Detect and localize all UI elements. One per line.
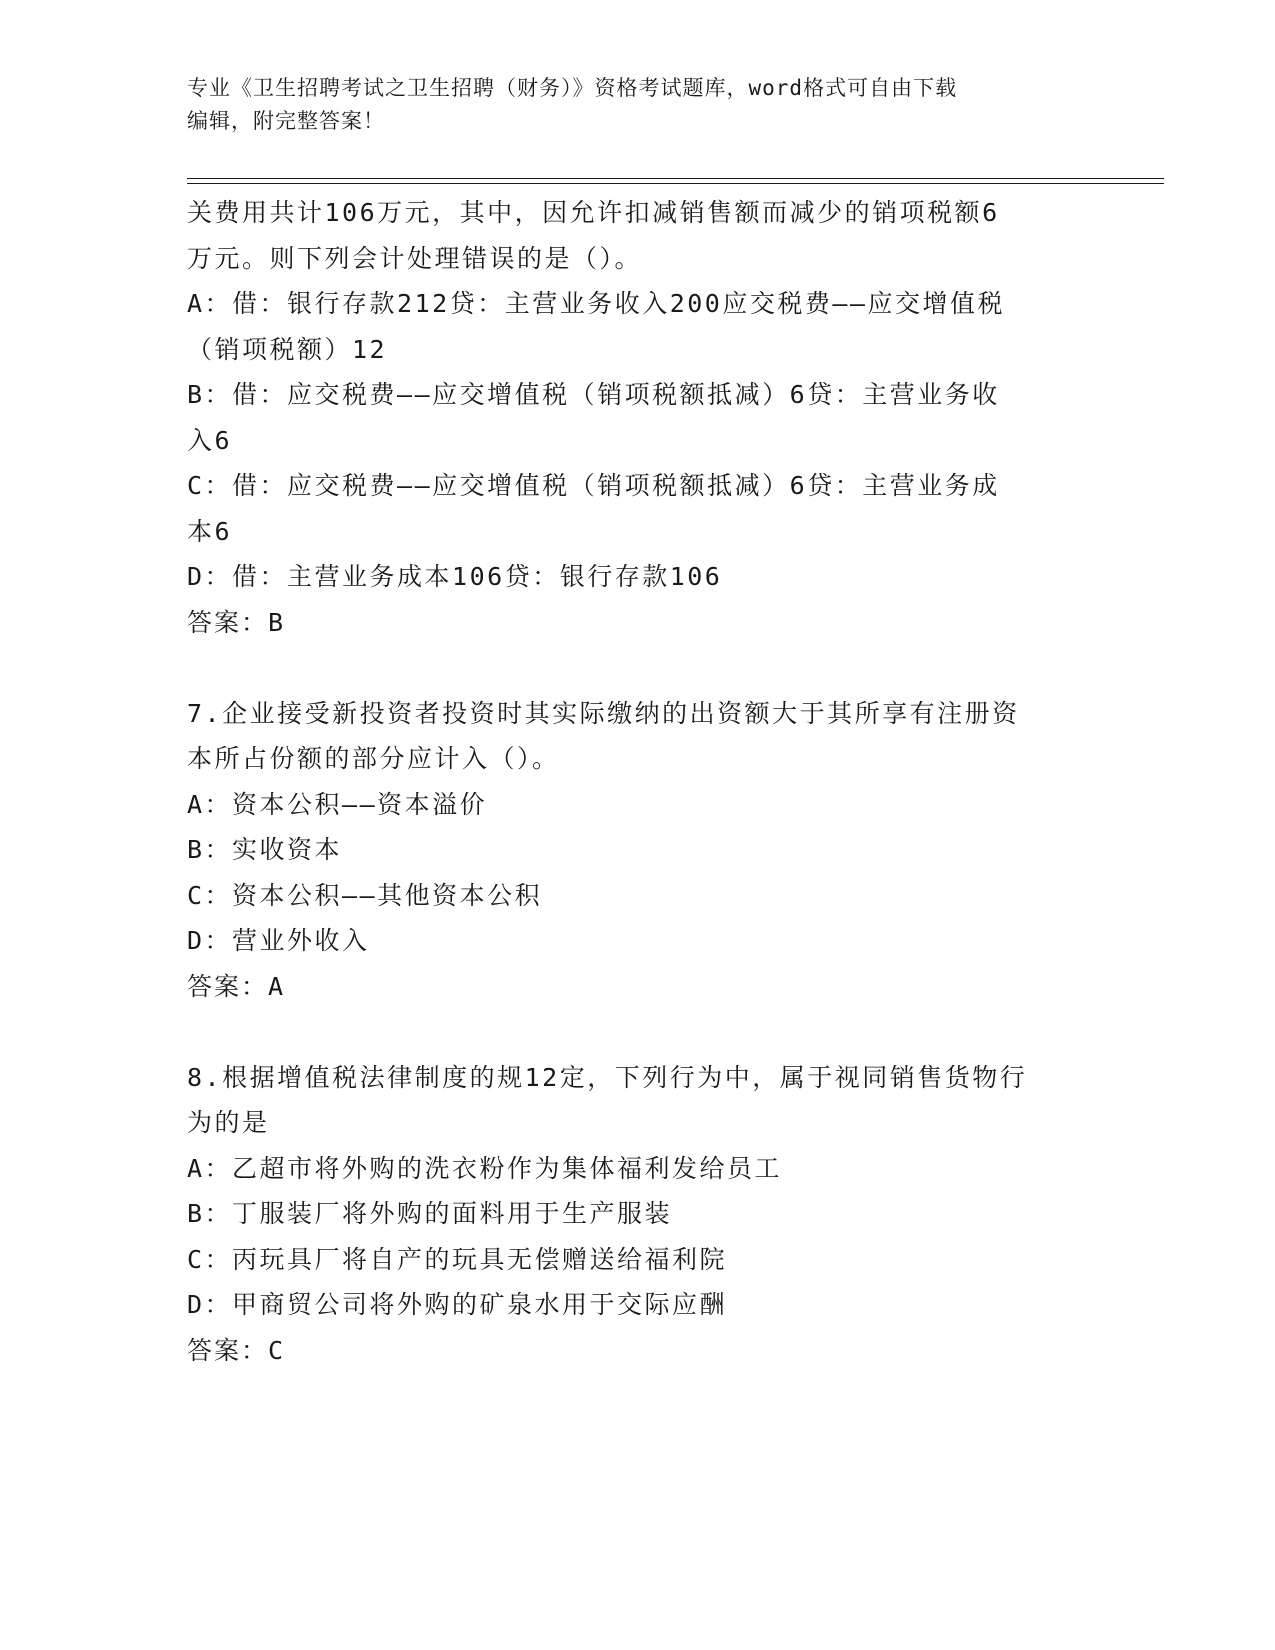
header-line-2: 编辑，附完整答案！ bbox=[187, 109, 385, 133]
header-divider-bottom bbox=[187, 183, 1164, 184]
question-6-option-c-line-1: C：借：应交税费——应交增值税（销项税额抵减）6贷：主营业务成 bbox=[187, 471, 1000, 500]
question-8-stem-line-2: 为的是 bbox=[187, 1108, 270, 1137]
question-8 bbox=[187, 1055, 1087, 1374]
question-7-option-a: A：资本公积——资本溢价 bbox=[187, 789, 488, 819]
document-header bbox=[187, 72, 1087, 138]
question-6-stem-line-1: 关费用共计106万元，其中，因允许扣减销售额而减少的销项税额6 bbox=[187, 198, 1000, 227]
question-7-stem-line-2: 本所占份额的部分应计入（）。 bbox=[187, 744, 560, 773]
question-8-option-d: D：甲商贸公司将外购的矿泉水用于交际应酬 bbox=[187, 1290, 728, 1319]
document-body bbox=[187, 190, 1087, 1373]
question-spacer bbox=[187, 1009, 1087, 1055]
question-8-option-c: C：丙玩具厂将自产的玩具无偿赠送给福利院 bbox=[187, 1244, 728, 1274]
question-6-option-b-line-2: 入6 bbox=[187, 425, 233, 455]
question-7 bbox=[187, 691, 1087, 1010]
question-6-option-b-line-1: B：借：应交税费——应交增值税（销项税额抵减）6贷：主营业务收 bbox=[187, 380, 1000, 409]
header-line-1: 专业《卫生招聘考试之卫生招聘（财务）》资格考试题库，word格式可自由下载 bbox=[187, 76, 958, 100]
question-7-stem-line-1: 7.企业接受新投资者投资时其实际缴纳的出资额大于其所享有注册资 bbox=[187, 698, 1020, 728]
question-7-option-c: C：资本公积——其他资本公积 bbox=[187, 880, 543, 910]
question-6-option-a-line-1: A：借：银行存款212贷：主营业务收入200应交税费——应交增值税 bbox=[187, 289, 1005, 318]
question-7-answer: 答案：A bbox=[187, 971, 286, 1001]
header-divider-top bbox=[187, 178, 1164, 179]
question-8-answer: 答案：C bbox=[187, 1335, 286, 1365]
question-6-answer: 答案：B bbox=[187, 607, 286, 637]
question-8-stem-line-1: 8.根据增值税法律制度的规12定，下列行为中，属于视同销售货物行 bbox=[187, 1062, 1028, 1092]
question-8-option-b: B：丁服装厂将外购的面料用于生产服装 bbox=[187, 1199, 673, 1228]
question-7-option-d: D：营业外收入 bbox=[187, 926, 370, 955]
question-6 bbox=[187, 190, 1087, 645]
question-6-option-d: D：借：主营业务成本106贷：银行存款106 bbox=[187, 562, 723, 591]
question-spacer bbox=[187, 645, 1087, 691]
question-7-option-b: B：实收资本 bbox=[187, 835, 343, 864]
question-6-option-a-line-2: （销项税额）12 bbox=[187, 334, 388, 364]
question-6-stem-line-2: 万元。则下列会计处理错误的是（）。 bbox=[187, 243, 643, 273]
question-8-option-a: A：乙超市将外购的洗衣粉作为集体福利发给员工 bbox=[187, 1153, 783, 1183]
question-6-option-c-line-2: 本6 bbox=[187, 516, 233, 546]
